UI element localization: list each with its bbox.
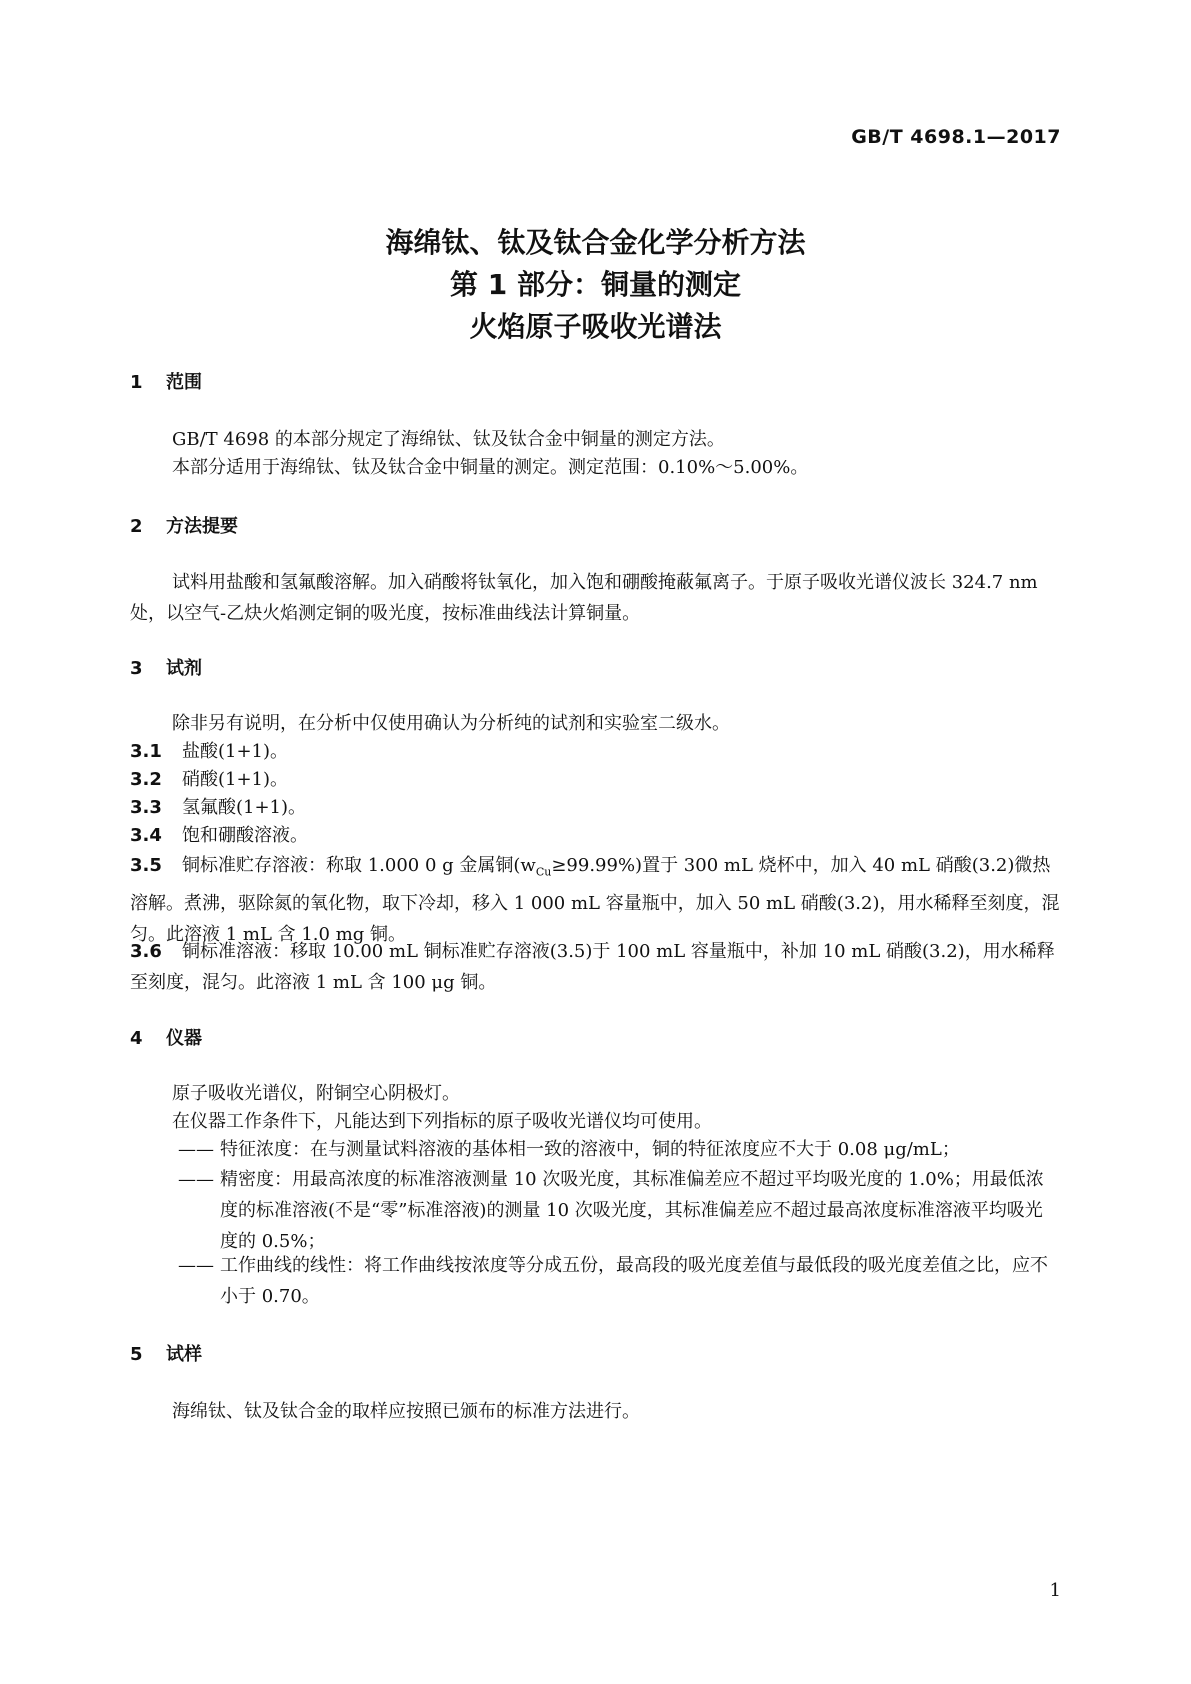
item-number: 3.4: [130, 825, 162, 846]
document-title: [0, 222, 1191, 348]
section-3-intro: 除非另有说明，在分析中仅使用确认为分析纯的试剂和实验室二级水。: [172, 713, 730, 734]
item-number: 3.1: [130, 741, 162, 762]
section-title: 范围: [166, 372, 202, 393]
item-text-start: 铜标准贮存溶液：称取 1.000 0 g 金属铜(w: [182, 855, 536, 876]
criterion-text: 特征浓度：在与测量试料溶液的基体相一致的溶液中，铜的特征浓度应不大于 0.08 μg/mL；: [220, 1139, 960, 1160]
reagent-item: [130, 850, 1060, 950]
reagent-item: [130, 936, 1060, 998]
section-1-paragraph-2: 本部分适用于海绵钛、钛及钛合金中铜量的测定。测定范围：0.10%～5.00%。: [172, 457, 809, 478]
item-text-rest: ≥99.99%)置于 300 mL 烧杯中，加入 40 mL 硝酸(3.2)微热溶解。煮沸，驱除氮的氧化物，取下冷却，移入 1 000 mL 容量瓶中，加入 50 mL 硝酸(3.2)，用水稀释至刻度，混匀。此溶液 1 mL 含 1.0 mg 铜。: [130, 855, 1060, 945]
section-2-heading: [130, 512, 238, 538]
dash-marker: ——: [178, 1139, 214, 1160]
section-number: 2: [130, 516, 143, 537]
title-line-2: 第 1 部分：铜量的测定: [450, 268, 741, 301]
section-number: 1: [130, 372, 143, 393]
item-text: 盐酸(1+1)。: [182, 741, 289, 762]
section-5-paragraph: 海绵钛、钛及钛合金的取样应按照已颁布的标准方法进行。: [172, 1401, 640, 1422]
criterion-text: 工作曲线的线性：将工作曲线按浓度等分成五份，最高段的吸光度差值与最低段的吸光度差值之比，应不小于 0.70。: [220, 1255, 1048, 1307]
item-text: 饱和硼酸溶液。: [182, 825, 308, 846]
section-2-paragraph: 试料用盐酸和氢氟酸溶解。加入硝酸将钛氧化，加入饱和硼酸掩蔽氟离子。于原子吸收光谱仪波长 324.7 nm 处，以空气-乙炔火焰测定铜的吸光度，按标准曲线法计算铜量。: [130, 572, 1038, 624]
standard-code: GB/T 4698.1—2017: [851, 126, 1061, 148]
item-text: 硝酸(1+1)。: [182, 769, 289, 790]
reagent-item: [130, 736, 1060, 767]
section-number: 4: [130, 1028, 143, 1049]
section-title: 方法提要: [166, 516, 238, 537]
dash-marker: ——: [178, 1169, 214, 1190]
criterion-item: [180, 1164, 1060, 1257]
section-4-heading: [130, 1024, 202, 1050]
reagent-item: [130, 820, 1060, 851]
section-5-heading: [130, 1340, 202, 1366]
title-line-3: 火焰原子吸收光谱法: [469, 310, 722, 343]
section-title: 试剂: [166, 658, 202, 679]
section-number: 3: [130, 658, 143, 679]
criterion-text: 精密度：用最高浓度的标准溶液测量 10 次吸光度，其标准偏差应不超过平均吸光度的 1.0%；用最低浓度的标准溶液(不是“零”标准溶液)的测量 10 次吸光度，其标准偏差应不超过最高浓度标准溶液平均吸光度的 0.5%；: [220, 1169, 1044, 1252]
section-1-heading: [130, 368, 202, 394]
section-number: 5: [130, 1344, 143, 1365]
reagent-item: [130, 792, 1060, 823]
item-number: 3.3: [130, 797, 162, 818]
item-text: 氢氟酸(1+1)。: [182, 797, 307, 818]
item-number: 3.6: [130, 941, 162, 962]
criterion-item: [180, 1134, 1060, 1165]
title-line-1: 海绵钛、钛及钛合金化学分析方法: [385, 226, 806, 259]
section-4-paragraph-2: 在仪器工作条件下，凡能达到下列指标的原子吸收光谱仪均可使用。: [172, 1111, 712, 1132]
section-4-paragraph-1: 原子吸收光谱仪，附铜空心阴极灯。: [172, 1083, 460, 1104]
criterion-item: [180, 1250, 1060, 1312]
section-3-heading: [130, 654, 202, 680]
section-1-paragraph-1: GB/T 4698 的本部分规定了海绵钛、钛及钛合金中铜量的测定方法。: [172, 429, 725, 450]
subscript-cu: Cu: [535, 865, 552, 879]
item-number: 3.2: [130, 769, 162, 790]
reagent-item: [130, 764, 1060, 795]
section-title: 仪器: [166, 1028, 202, 1049]
item-number: 3.5: [130, 855, 162, 876]
dash-marker: ——: [178, 1255, 214, 1276]
item-text: 铜标准溶液：移取 10.00 mL 铜标准贮存溶液(3.5)于 100 mL 容量瓶中，补加 10 mL 硝酸(3.2)，用水稀释至刻度，混匀。此溶液 1 mL 含 100 μg 铜。: [130, 941, 1055, 993]
page-number: 1: [1049, 1580, 1061, 1601]
section-title: 试样: [166, 1344, 202, 1365]
